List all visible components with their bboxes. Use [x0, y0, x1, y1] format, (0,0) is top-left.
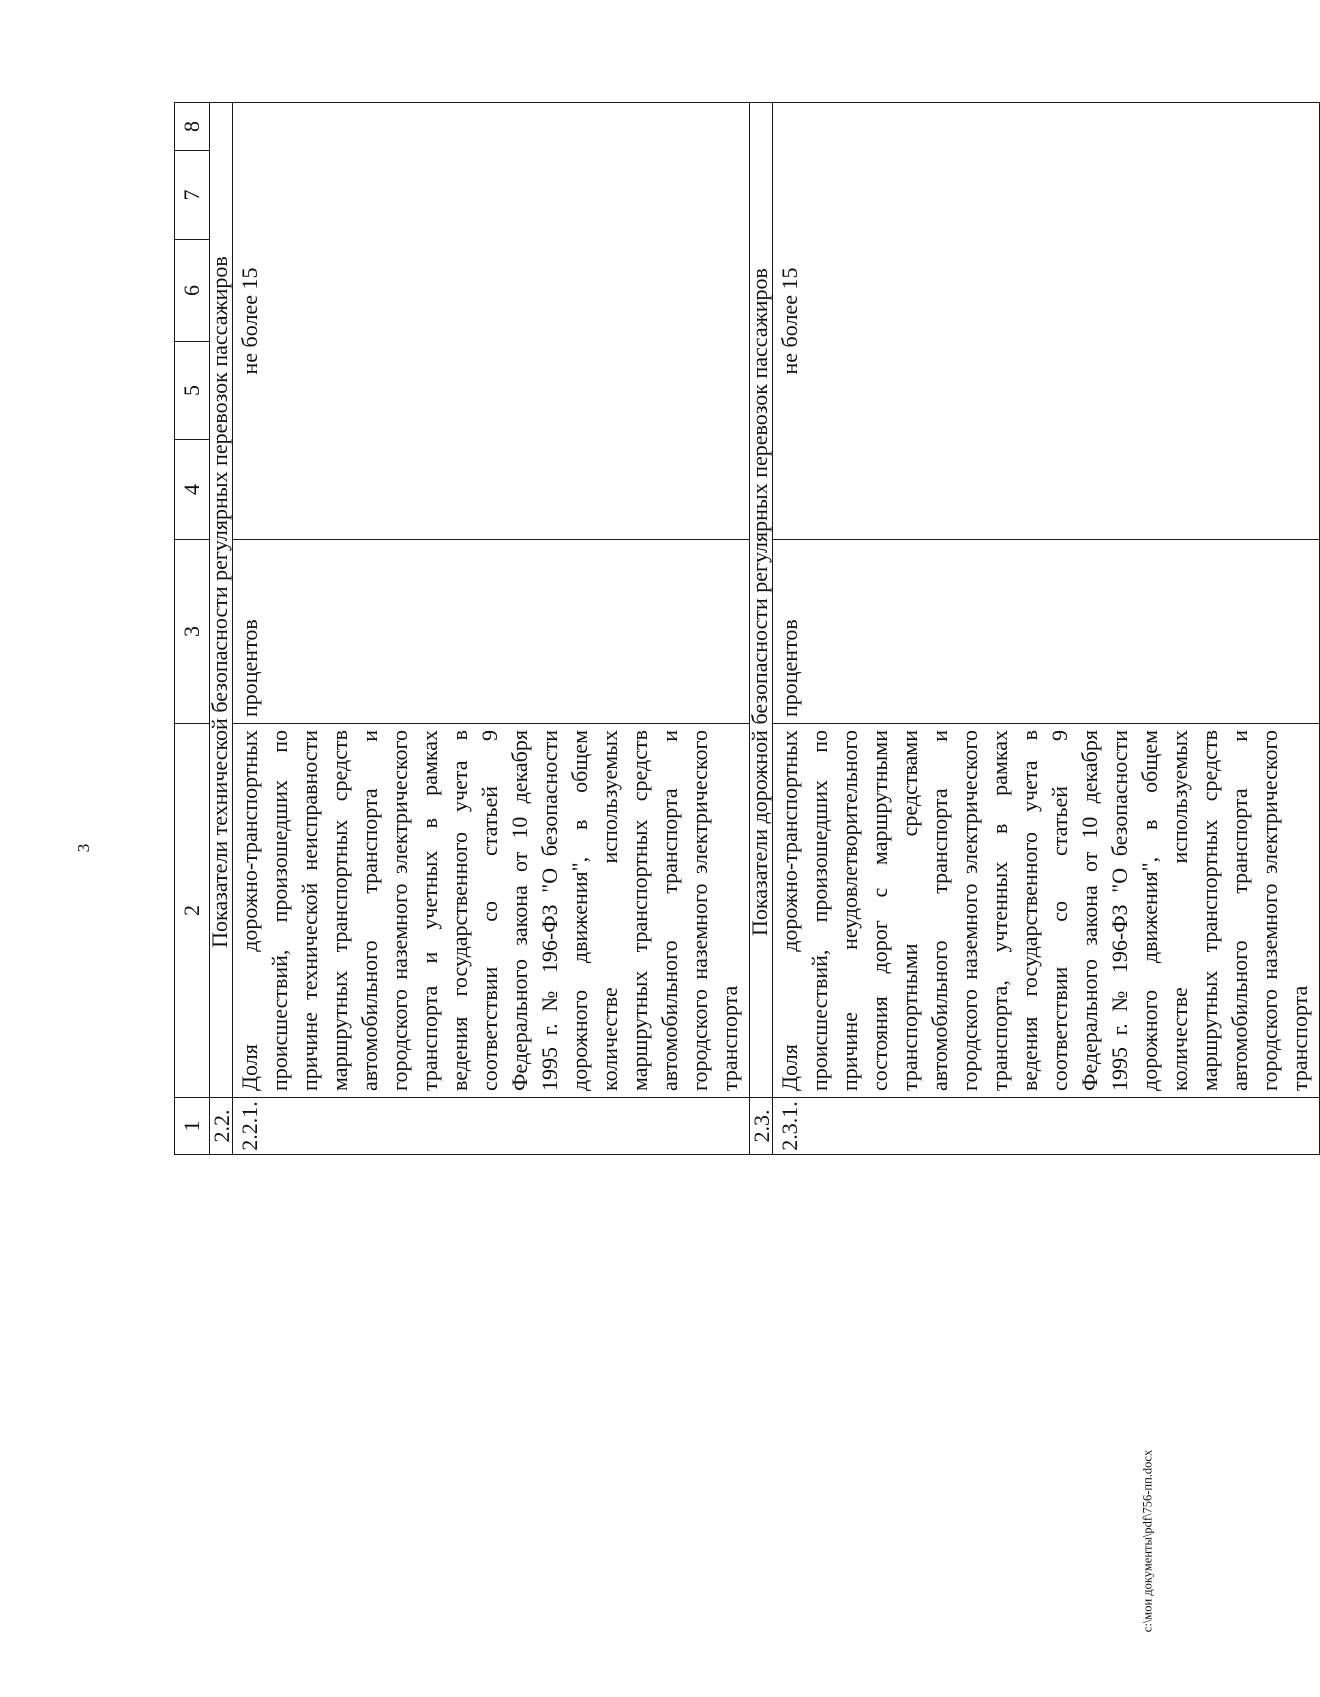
section-title: Показатели дорожной безопасности регулярных перевозок пассажиров	[750, 103, 773, 1098]
value-cell: не более 15	[233, 103, 750, 540]
header-cell: 1	[175, 1098, 210, 1155]
header-cell: 5	[175, 342, 210, 440]
header-row	[175, 103, 210, 1155]
indicators-table	[174, 102, 1320, 1155]
header-cell: 2	[175, 724, 210, 1098]
table-row	[773, 103, 1320, 1155]
unit-cell: процентов	[233, 540, 750, 724]
row-number: 2.3.1.	[773, 1098, 1320, 1155]
table-frame	[174, 103, 1312, 1155]
header-cell: 7	[175, 151, 210, 240]
rotated-content	[174, 103, 1312, 1155]
section-number: 2.2.	[210, 1098, 233, 1155]
value-cell: не более 15	[773, 103, 1320, 540]
section-number: 2.3.	[750, 1098, 773, 1155]
section-title: Показатели технической безопасности регулярных перевозок пассажиров	[210, 103, 233, 1098]
row-number: 2.2.1.	[233, 1098, 750, 1155]
indicator-description: Доля дорожно-транспортных происшествий, произошедших по причине технической неисправности маршрутных транспортных средств автомобильного транспорта и городского наземного электрического транспорта и учетных в рамках ведения государственного учета в соответствии со статьей 9 Федерального закона от 10 декабря 1995 г. № 196-ФЗ "О безопасности дорожного движения", в общем количестве используемых маршрутных транспортных средств автомобильного транспорта и городского наземного электрического транспорта	[233, 724, 750, 1098]
indicator-description: Доля дорожно-транспортных происшествий, произошедших по причине неудовлетворительного состояния дорог с маршрутными транспортными средствами автомобильного транспорта и городского наземного электрического транспорта, учтенных в рамках ведения государственного учета в соответствии со статьей 9 Федерального закона от 10 декабря 1995 г. № 196-ФЗ "О безопасности дорожного движения", в общем количестве используемых маршрутных транспортных средств автомобильного транспорта и городского наземного электрического транспорта	[773, 724, 1320, 1098]
section-row	[210, 103, 233, 1155]
file-path-footer: c:\мои документы\pdf\756-пп.docx	[1140, 1449, 1155, 1633]
header-cell: 4	[175, 440, 210, 540]
section-row	[750, 103, 773, 1155]
header-cell: 3	[175, 540, 210, 724]
page-number: 3	[74, 843, 93, 853]
unit-cell: процентов	[773, 540, 1320, 724]
header-cell: 8	[175, 103, 210, 151]
table-row	[233, 103, 750, 1155]
header-cell: 6	[175, 240, 210, 342]
